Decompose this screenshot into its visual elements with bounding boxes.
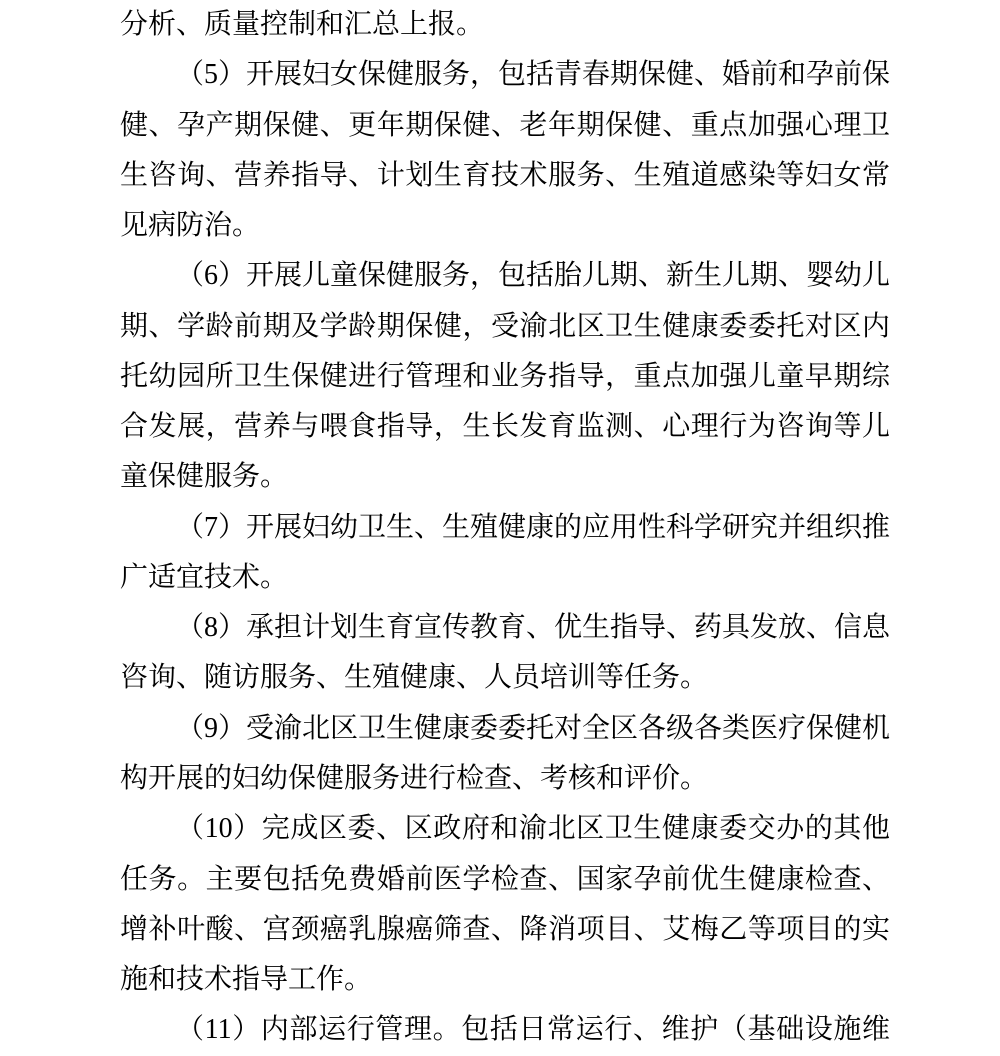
text-line: （10）完成区委、区政府和渝北区卫生健康委交办的其他: [176, 813, 890, 845]
text-line: 构开展的妇幼保健服务进行检查、考核和评价。: [120, 762, 709, 794]
text-line: （9）受渝北区卫生健康委委托对全区各级各类医疗保健机: [176, 712, 891, 744]
text-line: 咨询、随访服务、生殖健康、人员培训等任务。: [120, 662, 709, 694]
text-line: （7）开展妇幼卫生、生殖健康的应用性科学研究并组织推: [176, 511, 891, 543]
paragraph-item-5: [120, 50, 890, 251]
paragraph-item-10: [120, 804, 890, 1005]
text-line: （11）内部运行管理。包括日常运行、维护（基础设施维: [176, 1014, 890, 1046]
text-line: 期、学龄前期及学龄期保健，受渝北区卫生健康委委托对区内: [120, 310, 890, 342]
text-line: 托幼园所卫生保健进行管理和业务指导，重点加强儿童早期综: [120, 360, 890, 392]
paragraph-item-9: [120, 704, 890, 805]
text-line: （6）开展儿童保健服务，包括胎儿期、新生儿期、婴幼儿: [176, 260, 891, 292]
text-line: 增补叶酸、宫颈癌乳腺癌筛查、降消项目、艾梅乙等项目的实: [120, 913, 890, 945]
text-line: 分析、质量控制和汇总上报。: [120, 9, 485, 40]
text-line: 任务。主要包括免费婚前医学检查、国家孕前优生健康检查、: [120, 863, 890, 895]
paragraph-item-8: [120, 603, 890, 704]
text-line: 合发展，营养与喂食指导，生长发育监测、心理行为咨询等儿: [120, 411, 890, 443]
paragraph-item-6: [120, 251, 890, 502]
text-line: 广适宜技术。: [120, 561, 289, 593]
text-line: （5）开展妇女保健服务，包括青春期保健、婚前和孕前保: [176, 59, 891, 91]
paragraph-item-7: [120, 503, 890, 604]
text-line: 生咨询、营养指导、计划生育技术服务、生殖道感染等妇女常: [120, 159, 890, 191]
text-line: 施和技术指导工作。: [120, 964, 373, 996]
text-line: 见病防治。: [120, 210, 261, 242]
text-line: （8）承担计划生育宣传教育、优生指导、药具发放、信息: [176, 612, 891, 644]
paragraph-item-11: [120, 1005, 890, 1055]
text-line: 童保健服务。: [120, 461, 289, 493]
text-line: 健、孕产期保健、更年期保健、老年期保健、重点加强心理卫: [120, 109, 890, 141]
paragraph-continued: [120, 0, 890, 50]
